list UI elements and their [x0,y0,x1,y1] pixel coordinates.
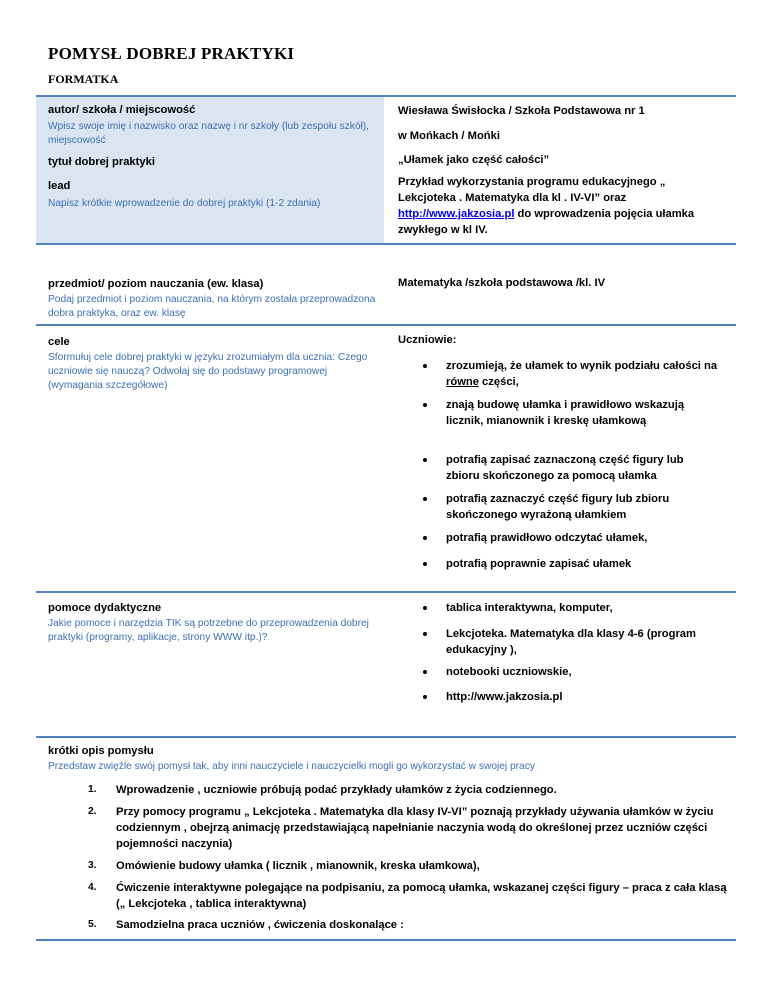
bullet-icon [423,497,427,501]
list-item [398,600,718,616]
description-label: krótki opis pomysłu [48,745,154,757]
list-item [398,664,718,680]
bullet-icon [423,458,427,462]
subject-hint: Podaj przedmiot i poziom nauczania, na którym została przeprowadzona dobra praktyka, oraz ew. klasę [48,294,376,319]
author-value-line1: Wiesława Świsłocka / Szkoła Podstawowa nr 1 [398,105,645,117]
step-text: Przy pomocy programu „ Lekcjoteka . Matematyka dla klasy IV-VI” poznają przykłady używania ułamków w życiu codziennym , obejrzą animację przedstawiającą napełnianie naczynia wodą do określonej przez uczniów części pojemności naczynia) [116,806,714,850]
lead-text-end: do wprowadzenia pojęcia ułamka zwykłego w kl IV. [398,208,695,236]
table-bottom-rule [36,939,736,941]
description-hint: Przedstaw zwięźle swój pomysł tak, aby inni nauczyciele i nauczycielki mogli go wykorzystać w swojej pracy [48,761,535,772]
goal-text: potrafią zapisać zaznaczoną część figury lub zbioru skończonego za pomocą ułamka [446,454,684,482]
step-number: 3. [88,860,97,871]
page-subtitle: FORMATKA [48,72,119,86]
subject-label: przedmiot/ poziom nauczania (ew. klasa) [48,278,264,290]
list-item [398,358,718,390]
step-number: 1. [88,784,97,795]
step-text: Samodzielna praca uczniów , ćwiczenia doskonalące : [116,919,404,931]
aids-hint: Jakie pomoce i narzędzia TIK są potrzebne do przeprowadzenia dobrej praktyki (programy, aplikacje, strony WWW itp.)? [48,618,369,643]
bullet-icon [423,364,427,368]
lead-link[interactable]: http://www.jakzosia.pl [398,208,515,220]
row-divider [36,591,736,593]
step-text: Omówienie budowy ułamka ( licznik , mianownik, kreska ułamkowa), [116,860,480,872]
list-item [398,530,718,546]
practice-title-label: tytuł dobrej praktyki [48,156,155,168]
goals-hint: Sformułuj cele dobrej praktyki w języku zrozumiałym dla ucznia: Czego uczniowie się nauczą? Odwołaj się do podstawy programowej (wymagania szczegółowe) [48,352,368,391]
aid-text: http://www.jakzosia.pl [446,691,563,703]
list-item [88,880,728,912]
aid-text: notebooki uczniowskie, [446,666,572,678]
row-divider [36,736,736,738]
step-number: 5. [88,919,97,930]
goal-text: potrafią prawidłowo odczytać ułamek, [446,532,648,544]
goal-text-underlined: równe [446,376,479,388]
aids-label: pomoce dydaktyczne [48,602,162,614]
list-item [398,626,718,658]
page-title: POMYSŁ DOBREJ PRAKTYKI [48,44,295,63]
bullet-icon [423,606,427,610]
author-value-line2: w Mońkach / Mońki [398,130,500,142]
lead-hint: Napisz krótkie wprowadzenie do dobrej praktyki (1-2 zdania) [48,198,321,209]
author-hint: Wpisz swoje imię i nazwisko oraz nazwę i nr szkoły (lub zespołu szkół), miejscowość [48,121,370,146]
list-item [398,452,718,484]
goal-text: potrafią zaznaczyć część figury lub zbioru skończonego wyrażoną ułamkiem [446,493,670,521]
list-item [88,917,728,933]
goal-text: potrafią poprawnie zapisać ułamek [446,558,632,570]
bullet-icon [423,403,427,407]
list-item [398,689,718,705]
row-divider [36,243,736,245]
step-text: Ćwiczenie interaktywne polegające na podpisaniu, za pomocą ułamka, wskazanej części figury – praca z cała klasą („ Lekcjoteka , tablica interaktywna) [116,882,727,910]
subject-value: Matematyka /szkoła podstawowa /kl. IV [398,277,606,289]
step-number: 2. [88,806,97,817]
list-item [398,556,718,572]
step-number: 4. [88,882,97,893]
list-item [88,782,728,798]
list-item [398,491,718,523]
author-label: autor/ szkoła / miejscowość [48,104,196,116]
bullet-icon [423,695,427,699]
goal-text: zrozumieją, że ułamek to wynik podziału całości na [446,360,718,372]
bullet-icon [423,670,427,674]
practice-title-value: „Ułamek jako część całości” [398,154,550,166]
list-item [88,858,728,874]
aid-text: tablica interaktywna, komputer, [446,602,613,614]
row-divider [36,324,736,326]
goals-label: cele [48,336,70,348]
lead-value [398,174,718,238]
aid-text: Lekcjoteka. Matematyka dla klasy 4-6 (program edukacyjny ), [446,628,696,656]
bullet-icon [423,562,427,566]
bullet-icon [423,536,427,540]
goals-intro: Uczniowie: [398,334,457,346]
list-item [398,397,718,429]
goal-text: części, [478,376,519,388]
lead-label: lead [48,180,71,192]
lead-text-start: Przykład wykorzystania programu edukacyjnego „ Lekcjoteka . Matematyka dla kl . IV-VI” oraz [398,176,666,204]
step-text: Wprowadzenie , uczniowie próbują podać przykłady ułamków z życia codziennego. [116,784,557,796]
list-item [88,804,728,852]
goal-text: znają budowę ułamka i prawidłowo wskazują licznik, mianownik i kreskę ułamkową [446,399,685,427]
bullet-icon [423,632,427,636]
shaded-header-cell [36,97,384,243]
